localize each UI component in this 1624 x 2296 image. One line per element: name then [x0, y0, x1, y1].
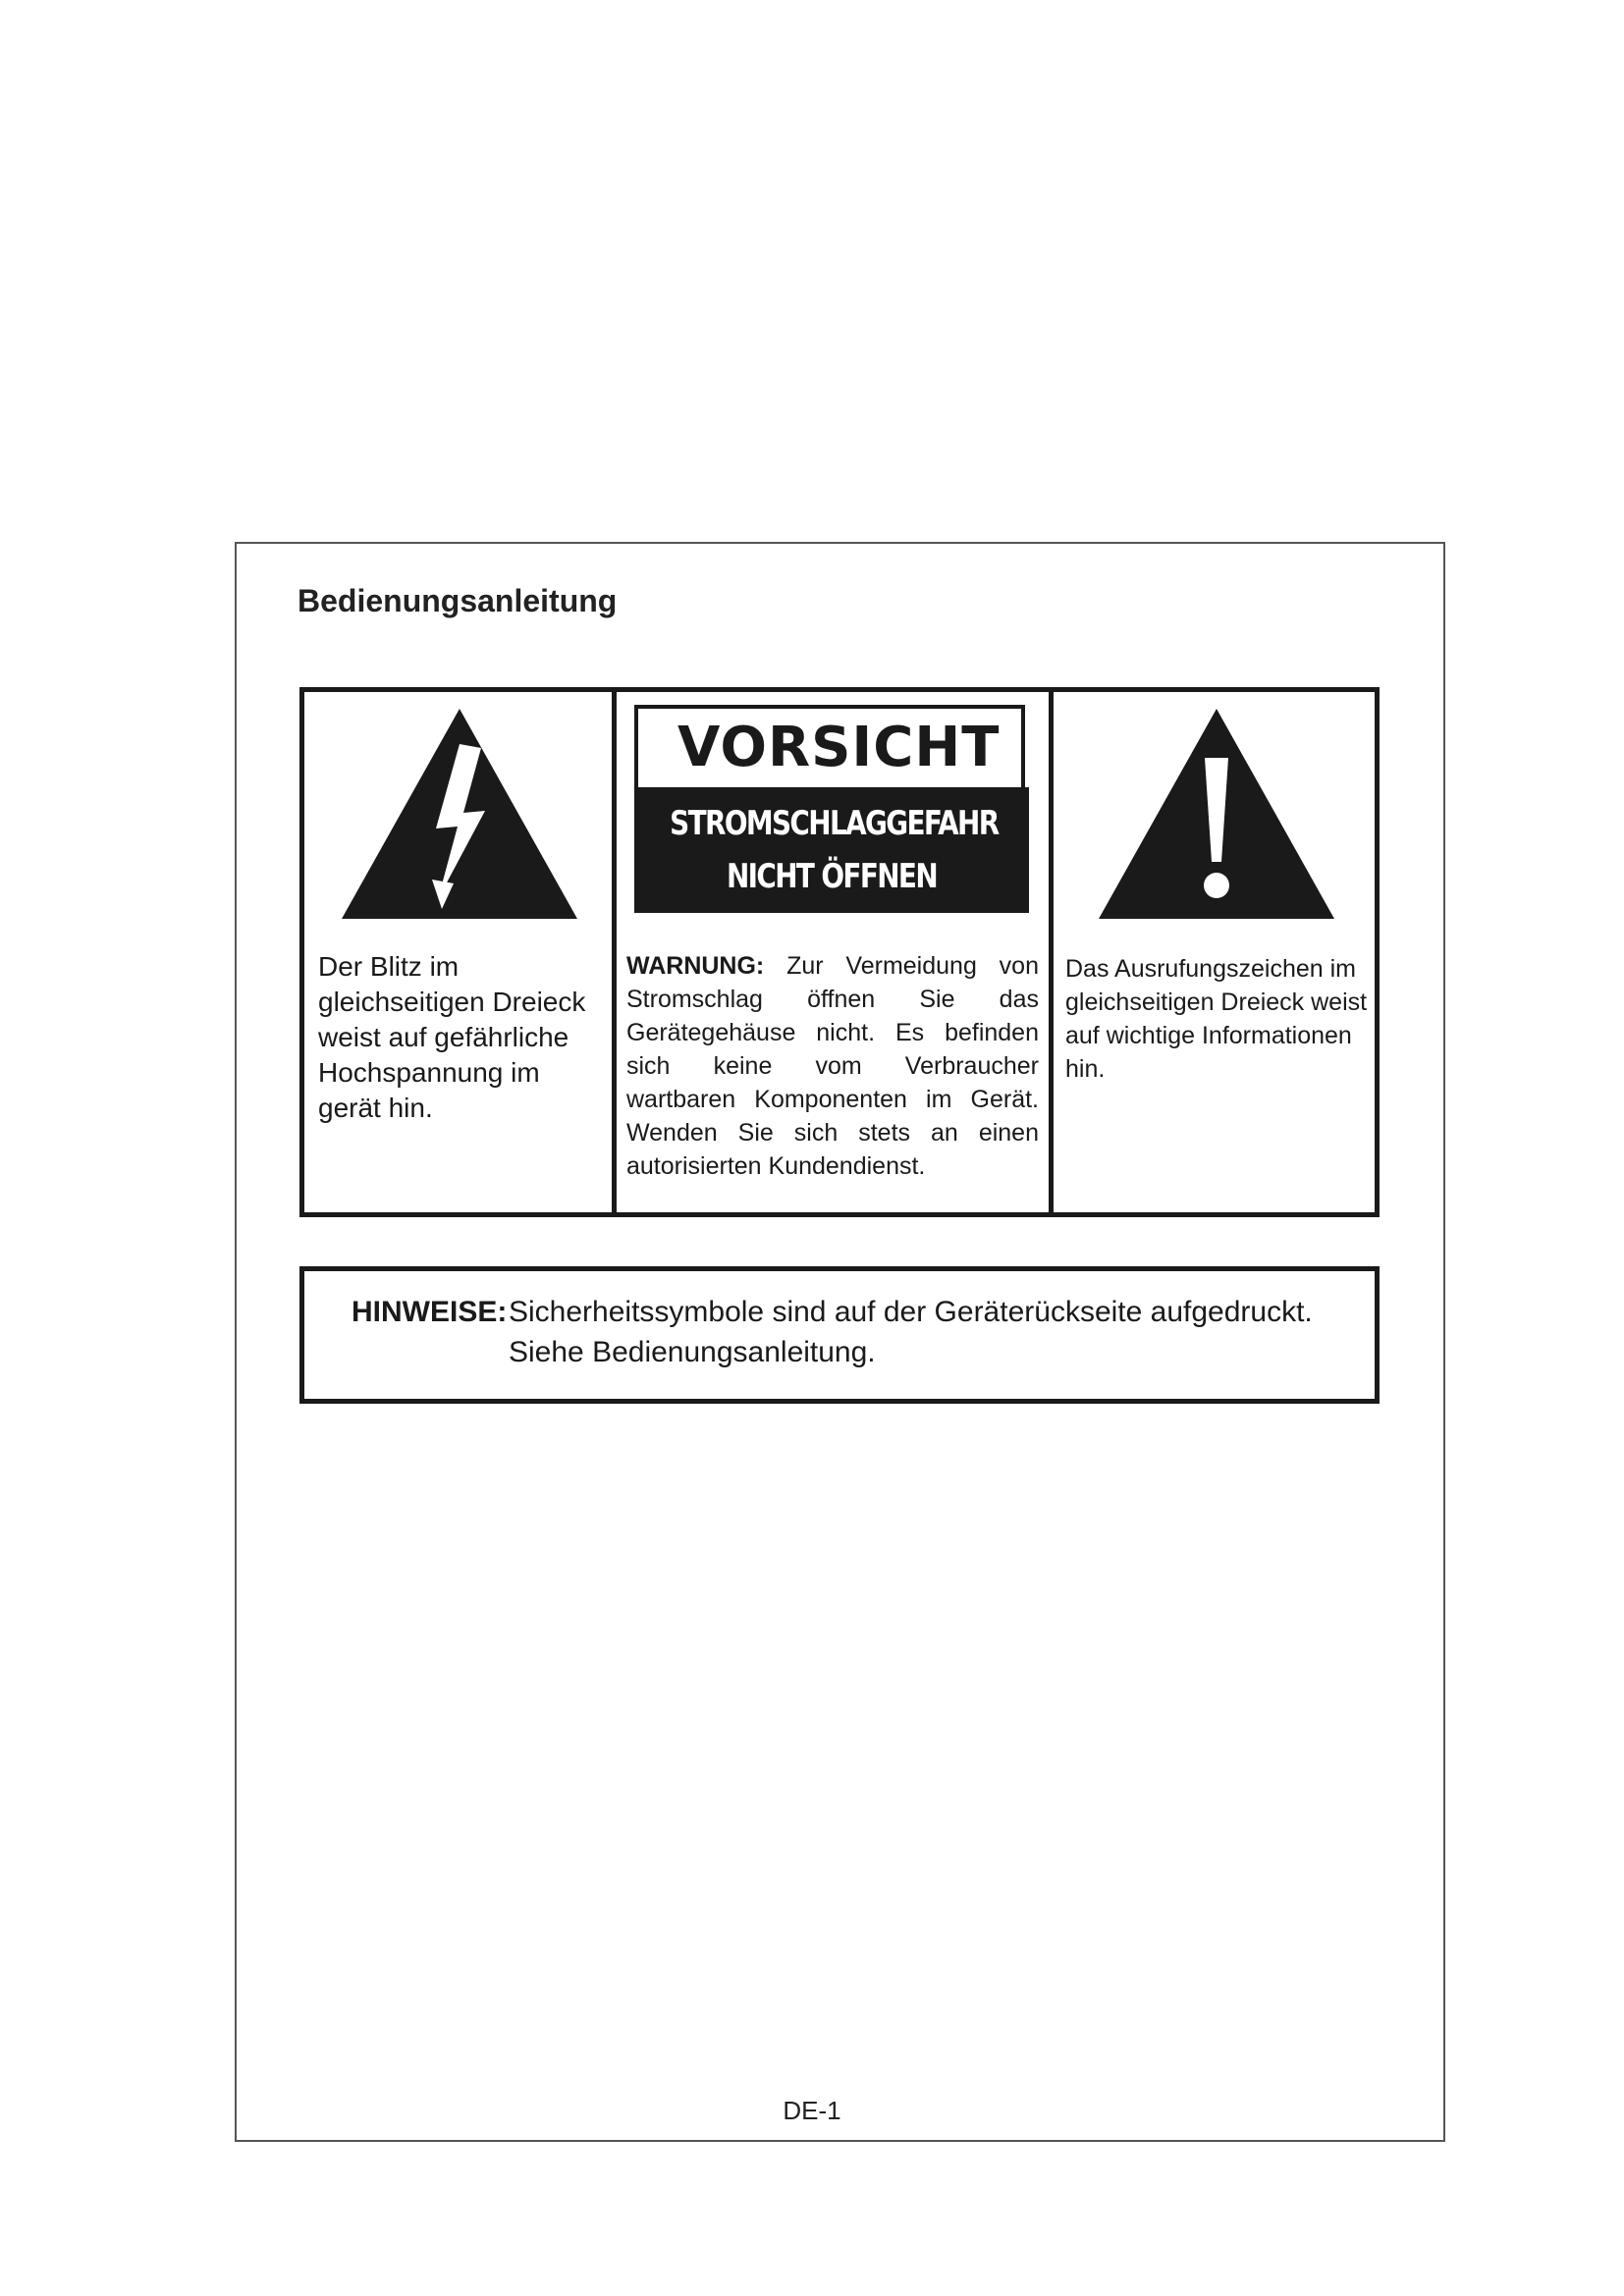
lightning-warning-panel [304, 692, 617, 1212]
caution-body [634, 787, 1029, 913]
notice-label: HINWEISE: [352, 1296, 508, 1328]
document-title: Bedienungsanleitung [298, 583, 618, 618]
lightning-warning-triangle-icon [340, 707, 579, 921]
exclamation-warning-panel [1054, 692, 1375, 1212]
notice-line-1: Sicherheitssymbole sind auf der Geräterückseite aufgedruckt. [509, 1296, 1313, 1328]
exclamation-warning-text: Das Ausrufungszeichen im gleichseitigen Dreieck weist auf wichtige Informationen hin. [1065, 955, 1368, 1083]
warning-prefix: WARNUNG: [626, 952, 765, 980]
notice-box [299, 1266, 1380, 1404]
safety-warning-table [299, 687, 1380, 1217]
warning-text [626, 949, 1039, 1183]
caution-panel [617, 692, 1054, 1212]
warning-body: Zur Vermeidung von Stromschlag öffnen Sie das Gerätegehäuse nicht. Es befinden sich keine vom Verbraucher wartbaren Komponenten im Gerät. Wenden Sie sich stets an einen autorisierten Kundendienst. [626, 952, 1039, 1180]
page-number: DE-1 [783, 2096, 841, 2125]
notice-line-2: Siehe Bedienungsanleitung. [509, 1336, 876, 1368]
caution-line-do-not-open: NICHT ÖFFNEN [726, 857, 938, 896]
lightning-warning-text: Der Blitz im gleichseitigen Dreieck weist auf gefährliche Hochspannung im gerät hin. [318, 951, 586, 1123]
exclamation-warning-triangle-icon [1097, 707, 1336, 921]
caution-line-shock-hazard: STROMSCHLAGGEFAHR [670, 804, 999, 843]
caution-label [634, 705, 1029, 913]
caution-heading: VORSICHT [634, 705, 1025, 789]
